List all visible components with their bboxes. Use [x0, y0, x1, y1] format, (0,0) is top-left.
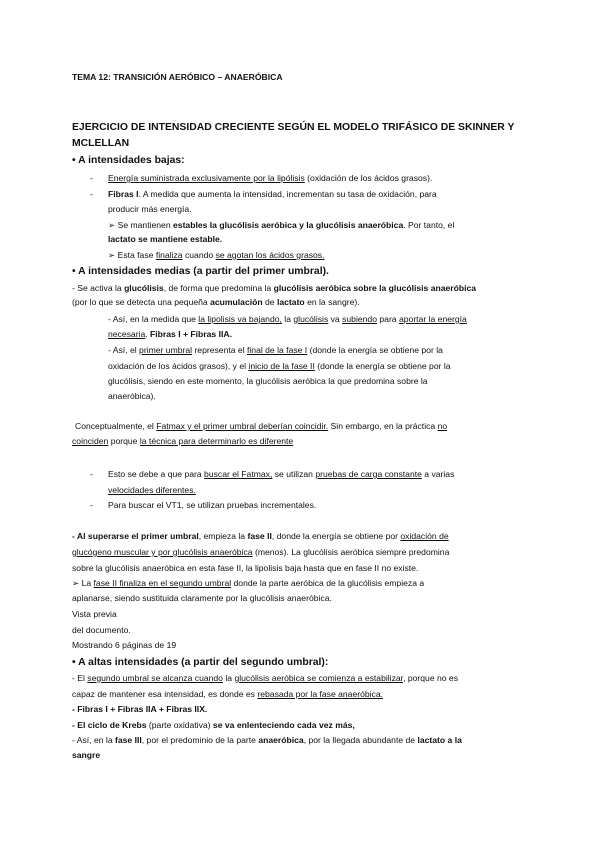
- medium-line-5-b: primer umbral: [139, 345, 193, 355]
- surpass-line-2: [72, 547, 449, 558]
- low-line-2: [108, 189, 437, 200]
- concept-line-1-c: Sin embargo, en la práctica: [328, 421, 438, 431]
- dash-marker: -: [90, 189, 93, 199]
- surpass-line-1-f: oxidación de: [400, 531, 449, 541]
- surpass-line-1-e: , donde la energía se obtiene por: [271, 531, 401, 541]
- surpass-line-1: [72, 531, 449, 542]
- dash-list-line-1-d: pruebas de carga constante: [315, 469, 422, 479]
- dash-marker: -: [90, 469, 93, 479]
- high-line-5-f: lactato a la: [417, 735, 462, 745]
- surpass-line-2-a: glucógeno muscular y por glucólisis anaeróbica: [72, 547, 253, 557]
- high-intensity-heading-text: A altas intensidades (a partir del segundo umbral):: [78, 657, 329, 668]
- bullet-icon: •: [72, 155, 76, 166]
- high-line-5-e: , por la llegada abundante de: [303, 735, 418, 745]
- high-line-1-b: segundo umbral se alcanza cuando: [87, 673, 223, 683]
- exercise-heading-line-1: EJERCICIO DE INTENSIDAD CRECIENTE SEGÚN EL MODELO TRIFÁSICO DE SKINNER Y: [72, 122, 515, 133]
- preview-notice-line-3: Mostrando 6 páginas de 19: [72, 640, 177, 650]
- concept-line-2-b: porque: [108, 436, 140, 446]
- medium-line-2: [72, 297, 360, 308]
- medium-line-8: anaeróbica).: [108, 391, 156, 401]
- concept-line-2-c: la técnica para determinarlo es diferente: [139, 436, 294, 446]
- dash-list-line-1-b: buscar el Fatmax,: [204, 469, 273, 479]
- surpass-line-4-b: fase II finaliza en el segundo umbral: [93, 578, 232, 588]
- high-line-5-d: anaeróbica: [258, 735, 304, 745]
- high-line-4-a: - El ciclo de Krebs: [72, 720, 147, 730]
- surpass-line-1-b: primer umbral: [140, 531, 199, 541]
- concept-line-2: [72, 436, 293, 447]
- preview-notice-line-2: del documento.: [72, 625, 131, 635]
- medium-line-3-f: subiendo: [342, 314, 377, 324]
- dash-list-line-1-e: a varias: [421, 469, 455, 479]
- exercise-heading-line-2: MCLELLAN: [72, 138, 130, 149]
- high-line-1-e: , porque no es: [403, 673, 459, 683]
- preview-notice-line-1: Vista previa: [72, 609, 117, 619]
- low-line-1-b: (oxidación de los ácidos grasos).: [304, 173, 433, 183]
- medium-line-2-a: (por lo que se detecta una pequeña: [72, 297, 211, 307]
- medium-line-5-d: final de la fase I: [247, 345, 308, 355]
- high-line-4: [72, 720, 355, 731]
- dash-list-line-3: Para buscar el VT1, se utilizan pruebas incrementales.: [108, 500, 317, 510]
- medium-line-3-e: va: [328, 314, 343, 324]
- high-line-2: [72, 689, 383, 700]
- high-line-3: - Fibras I + Fibras IIA + Fibras IIX.: [72, 704, 208, 714]
- medium-line-5-a: - Así, el: [108, 345, 140, 355]
- medium-line-6: [108, 361, 451, 372]
- high-line-1: [72, 673, 458, 684]
- low-line-5: lactato se mantiene estable.: [108, 234, 223, 244]
- low-line-6: [108, 250, 324, 261]
- high-line-2-a: capaz de mantener esa intensidad, es donde es: [72, 689, 258, 699]
- low-line-2-a: Fibras I: [108, 189, 139, 199]
- low-line-4: [108, 220, 454, 231]
- medium-line-1-c: , de forma que predomina la: [163, 283, 274, 293]
- medium-line-1-a: - Se activa la: [72, 283, 125, 293]
- medium-line-6-b: inicio de la fase II: [248, 361, 315, 371]
- medium-intensity-heading: [72, 265, 329, 279]
- low-line-4-a: ➢ Se mantienen: [108, 220, 174, 230]
- concept-line-1: [75, 421, 447, 432]
- medium-line-3-b: la lipolisis va bajando,: [198, 314, 282, 324]
- high-line-6: sangre: [72, 750, 101, 760]
- dash-marker: -: [90, 173, 93, 183]
- low-line-6-c: cuando: [182, 250, 216, 260]
- medium-line-7: glucólisis, siendo en este momento, la glucólisis aeróbica la que predomina sobre la: [108, 376, 428, 386]
- medium-line-5: [108, 345, 443, 356]
- medium-line-2-c: de: [262, 297, 277, 307]
- bullet-icon: •: [72, 266, 76, 277]
- surpass-line-3: sobre la glucólisis anaeróbica en esta fase II, la lipolisis baja hasta que en fase II no existe.: [72, 563, 419, 573]
- high-line-2-b: rebasada por la fase anaeróbica.: [257, 689, 384, 699]
- high-line-5-b: fase III: [115, 735, 142, 745]
- dash-list-line-1-a: Esto se debe a que para: [108, 469, 205, 479]
- medium-line-5-e: (donde la energía se obtiene por la: [307, 345, 443, 355]
- medium-line-3-g: para: [377, 314, 399, 324]
- high-intensity-heading: [72, 656, 328, 670]
- medium-line-3: [108, 314, 467, 325]
- surpass-line-1-a: - Al superarse el: [72, 531, 141, 541]
- medium-line-1-d: glucólisis aeróbica sobre la glucólisis anaeróbica: [273, 283, 477, 293]
- low-intensity-heading: [72, 154, 185, 168]
- low-line-4-b: estables la glucólisis aeróbica y la glucólisis anaeróbica: [173, 220, 404, 230]
- medium-line-2-e: en la sangre).: [304, 297, 360, 307]
- dash-marker: -: [90, 500, 93, 510]
- medium-line-3-a: - Así, en la medida que: [108, 314, 199, 324]
- low-line-2-b: . A medida que aumenta la intensidad, incrementan su tasa de oxidación, para: [138, 189, 437, 199]
- bullet-icon: •: [72, 657, 76, 668]
- medium-intensity-heading-text: A intensidades medias (a partir del primer umbral).: [78, 266, 329, 277]
- dash-list-line-1: [108, 469, 454, 480]
- concept-line-1-b: Fatmax y el primer umbral deberían coincidir.: [156, 421, 329, 431]
- medium-line-4-c: Fibras I + Fibras IIA.: [150, 329, 232, 339]
- surpass-line-4-a: ➢ La: [72, 578, 94, 588]
- high-line-5-a: - Así, en la: [72, 735, 115, 745]
- low-line-6-a: ➢ Esta fase: [108, 250, 156, 260]
- high-line-5-c: , por el predominio de la parte: [141, 735, 259, 745]
- surpass-line-2-b: (menos). La glucólisis aeróbica siempre predomina: [252, 547, 450, 557]
- low-line-1-a: Energía suministrada exclusivamente por la lipólisis: [108, 173, 305, 183]
- surpass-line-4: [72, 578, 424, 589]
- medium-line-2-d: lactato: [276, 297, 305, 307]
- medium-line-6-a: oxidación de los ácidos grasos), y el: [108, 361, 249, 371]
- surpass-line-5: aplanarse, siendo sustituida claramente por la glucólisis anaeróbica.: [72, 593, 332, 603]
- medium-line-3-d: glucólisis: [293, 314, 329, 324]
- dash-list-line-1-c: se utilizan: [272, 469, 316, 479]
- medium-line-4: [108, 329, 232, 340]
- low-intensity-heading-text: A intensidades bajas:: [78, 155, 185, 166]
- document-title: TEMA 12: TRANSICIÓN AERÓBICO – ANAERÓBICA: [72, 72, 283, 82]
- low-line-6-b: finaliza: [155, 250, 183, 260]
- surpass-line-1-c: , empieza la: [198, 531, 248, 541]
- low-line-1: [108, 173, 432, 184]
- medium-line-3-h: aportar la energía: [398, 314, 467, 324]
- low-line-6-d: se agotan los ácidos grasos.: [215, 250, 325, 260]
- low-line-4-c: . Por tanto, el: [403, 220, 455, 230]
- medium-line-3-c: la: [281, 314, 294, 324]
- high-line-4-c: se va enlenteciendo cada vez más,: [212, 720, 355, 730]
- dash-list-line-2: velocidades diferentes.: [108, 485, 196, 495]
- medium-line-2-b: acumulación: [210, 297, 263, 307]
- medium-line-6-c: (donde la energía se obtiene por la: [314, 361, 451, 371]
- medium-line-4-b: .: [145, 329, 151, 339]
- high-line-1-a: - El: [72, 673, 88, 683]
- concept-line-1-d: no: [437, 421, 448, 431]
- surpass-line-4-c: donde la parte aeróbica de la glucólisis empieza a: [231, 578, 425, 588]
- high-line-1-c: la: [222, 673, 235, 683]
- surpass-line-1-d: fase II: [247, 531, 272, 541]
- low-line-3: producir más energía.: [108, 204, 192, 214]
- medium-line-1: [72, 283, 476, 294]
- concept-line-1-a: Conceptualmente, el: [75, 421, 157, 431]
- medium-line-5-c: representa el: [192, 345, 247, 355]
- high-line-4-b: (parte oxidativa): [146, 720, 213, 730]
- medium-line-1-b: glucólisis: [124, 283, 164, 293]
- medium-line-4-a: necesaria: [108, 329, 146, 339]
- concept-line-2-a: coinciden: [72, 436, 109, 446]
- high-line-5: [72, 735, 462, 746]
- high-line-1-d: glucólisis aeróbica se comienza a estabilizar: [234, 673, 404, 683]
